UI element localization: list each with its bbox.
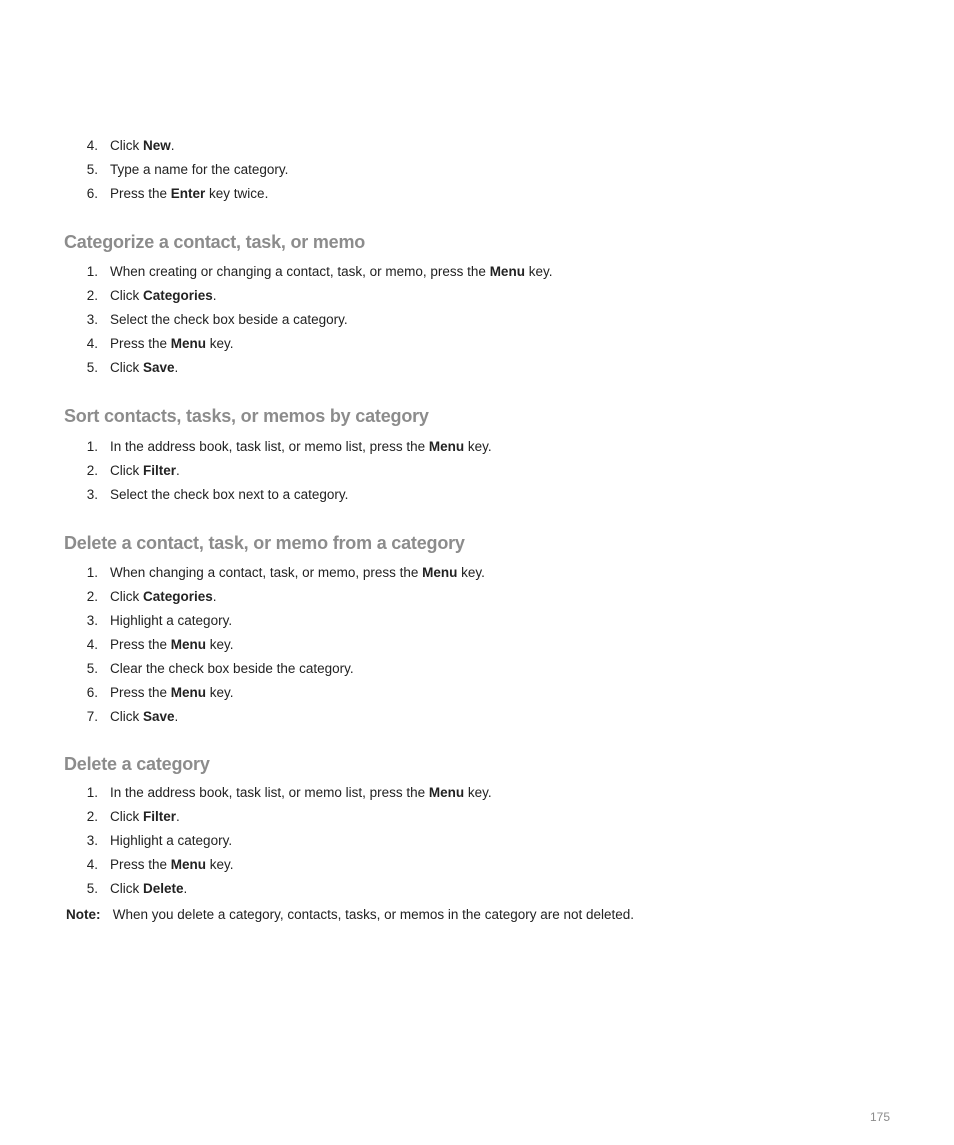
step-item: 5. Clear the check box beside the category. bbox=[86, 661, 354, 676]
step-item: 6. Press the Menu key. bbox=[86, 685, 234, 700]
section-sort bbox=[64, 405, 904, 507]
section-create-category-continued bbox=[64, 134, 904, 206]
step-item: 4. Press the Menu key. bbox=[86, 336, 234, 351]
step-item: 5. Click Delete. bbox=[86, 881, 188, 896]
step-item: 1. When changing a contact, task, or memo, press the Menu key. bbox=[86, 565, 485, 580]
section-delete-from-category bbox=[64, 532, 904, 729]
step-item: 2. Click Filter. bbox=[86, 809, 180, 824]
section-heading: Delete a contact, task, or memo from a category bbox=[64, 533, 465, 553]
step-item: 2. Click Filter. bbox=[86, 463, 180, 478]
step-item: 2. Click Categories. bbox=[86, 288, 217, 303]
step-item: 3. Select the check box next to a category. bbox=[86, 487, 349, 502]
section-delete-category bbox=[64, 753, 904, 901]
step-item: 1. In the address book, task list, or memo list, press the Menu key. bbox=[86, 439, 492, 454]
step-item: 3. Highlight a category. bbox=[86, 833, 233, 848]
step-list bbox=[64, 561, 904, 729]
note-text: When you delete a category, contacts, tasks, or memos in the category are not deleted. bbox=[112, 907, 635, 922]
step-item: 5. Type a name for the category. bbox=[86, 162, 289, 177]
page-number: 175 bbox=[869, 1110, 890, 1124]
section-categorize bbox=[64, 231, 904, 380]
step-list bbox=[64, 781, 904, 901]
step-item: 4. Press the Menu key. bbox=[86, 857, 234, 872]
step-item: 1. When creating or changing a contact, task, or memo, press the Menu key. bbox=[86, 264, 553, 279]
step-item: 5. Click Save. bbox=[86, 360, 179, 375]
step-item: 7. Click Save. bbox=[86, 709, 179, 724]
step-item: 3. Select the check box beside a category. bbox=[86, 312, 348, 327]
step-item: 3. Highlight a category. bbox=[86, 613, 233, 628]
section-heading: Categorize a contact, task, or memo bbox=[64, 232, 366, 252]
step-item: 4. Press the Menu key. bbox=[86, 637, 234, 652]
note-label: Note: bbox=[66, 907, 101, 922]
step-list bbox=[64, 435, 904, 507]
note bbox=[66, 903, 634, 927]
section-heading: Delete a category bbox=[64, 754, 210, 774]
step-item: 2. Click Categories. bbox=[86, 589, 217, 604]
step-list bbox=[64, 134, 904, 206]
step-item: 1. In the address book, task list, or memo list, press the Menu key. bbox=[86, 785, 492, 800]
step-item: 4. Click New. bbox=[86, 138, 175, 153]
step-list bbox=[64, 260, 904, 380]
step-item: 6. Press the Enter key twice. bbox=[86, 186, 269, 201]
section-heading: Sort contacts, tasks, or memos by category bbox=[64, 406, 429, 426]
